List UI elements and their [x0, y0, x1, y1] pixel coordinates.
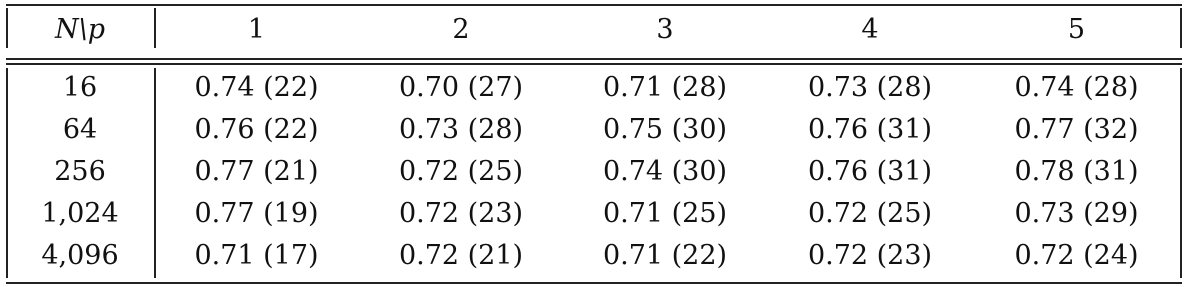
table-cell: 0.77 (19): [194, 198, 319, 229]
table-cell: 0.72 (23): [398, 198, 524, 229]
table-cell: 0.75 (30): [602, 114, 728, 145]
bottom-rule: [6, 282, 1182, 284]
table-cell: 0.76 (31): [807, 114, 933, 145]
header-p5: 5: [1067, 14, 1086, 45]
header-rule-lower: [6, 63, 1182, 65]
table-cell: 0.71 (28): [602, 72, 728, 103]
header-n-p: N\p: [54, 14, 105, 45]
row-n: 4,096: [41, 240, 119, 271]
header-p1: 1: [247, 14, 266, 45]
table-cell: 0.72 (24): [1014, 240, 1139, 271]
table-cell: 0.71 (25): [602, 198, 728, 229]
top-rule: [6, 4, 1182, 6]
table-cell: 0.73 (28): [807, 72, 933, 103]
table-cell: 0.72 (25): [398, 156, 524, 187]
row-n: 256: [54, 156, 106, 187]
right-border-body: [1180, 68, 1182, 278]
right-border-header: [1180, 8, 1182, 48]
table-cell: 0.76 (31): [807, 156, 933, 187]
table-cell: 0.76 (22): [194, 114, 319, 145]
header-p4: 4: [861, 14, 879, 45]
table-cell: 0.70 (27): [398, 72, 524, 103]
row-n: 16: [62, 72, 98, 103]
table-cell: 0.78 (31): [1014, 156, 1139, 187]
table-cell: 0.72 (21): [398, 240, 524, 271]
header-rule-upper: [6, 58, 1182, 60]
table-cell: 0.74 (28): [1014, 72, 1139, 103]
table-cell: 0.72 (25): [807, 198, 933, 229]
table-cell: 0.77 (21): [194, 156, 319, 187]
table-cell: 0.73 (29): [1014, 198, 1139, 229]
row-n: 64: [62, 114, 98, 145]
header-p2: 2: [452, 14, 470, 45]
table-cell: 0.71 (22): [602, 240, 728, 271]
header-p3: 3: [656, 14, 674, 45]
row-n: 1,024: [41, 198, 119, 229]
table-cell: 0.74 (22): [194, 72, 319, 103]
table-cell: 0.77 (32): [1014, 114, 1139, 145]
table-cell: 0.72 (23): [807, 240, 933, 271]
table-cell: 0.71 (17): [194, 240, 319, 271]
table-cell: 0.73 (28): [398, 114, 524, 145]
table-cell: 0.74 (30): [602, 156, 728, 187]
